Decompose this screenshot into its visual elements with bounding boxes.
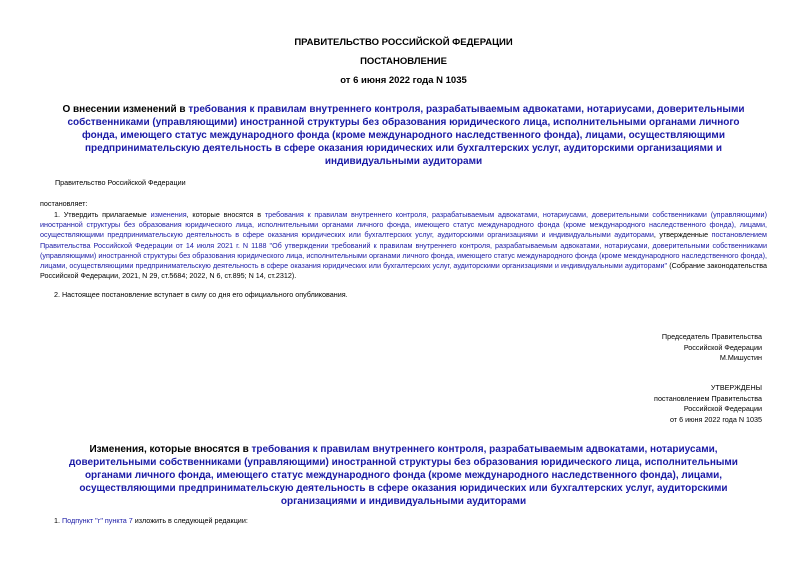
resolution-1188-link[interactable]: постановлением Правительства Российской Федерации от 14 июля 2021 г. N 1188 "Об утверждении требований к правилам внутреннего контроля, разрабатываемым адвокатами, нотариусами, доверительными собственниками (управляющими) иностранной структуры без образования юридического лица, исполнительными органами личного фонда, имеющего статус международного фонда (кроме международного наследственного фонда), лицами, осуществляющими предпринимательскую деятельность в сфере оказания юридических или бухгалтерских услуг, аудиторскими организациями и индивидуальными аудиторами" [40, 230, 767, 271]
item-1-end: (Собрание законодательства Российской Федерации, 2021, N 29, ст.5684; 2022, N 6, ст.895; N 14, ст.2312). [40, 261, 767, 281]
government-heading: ПРАВИТЕЛЬСТВО РОССИЙСКОЙ ФЕДЕРАЦИИ [294, 37, 513, 48]
changes-title-prefix: Изменения, которые вносятся в [89, 444, 252, 455]
document-date-number: от 6 июня 2022 года N 1035 [340, 75, 467, 86]
approved-block [654, 383, 762, 425]
document-title [50, 103, 757, 168]
requirements-link[interactable]: требования к правилам внутреннего контроля, разрабатываемым адвокатами, нотариусами, доверительными собственниками (управляющими) иностранной структуры без образования юридического лица, исполнительными органами личного фонда, имеющего статус международного фонда (кроме международного наследственного фонда), лицами, осуществляющими предпринимательскую деятельность в сфере оказания юридических или бухгалтерских услуг, аудиторскими организациями и индивидуальными аудиторами [40, 210, 767, 240]
change-item-1 [54, 516, 248, 526]
approved-org: Российской Федерации [683, 404, 762, 413]
title-requirements-link[interactable]: требования к правилам внутреннего контроля, разрабатываемым адвокатами, нотариусами, доверительными собственниками (управляющими) иностранной структуры без образования юридического лица, исполнительными органами личного фонда, имеющего статус международного фонда (кроме международного наследственного фонда), лицами, осуществляющими предпринимательскую деятельность в сфере оказания юридических или бухгалтерских услуг, аудиторскими организациями и индивидуальными аудиторами [67, 104, 745, 167]
issuer-text: Правительство Российской Федерации [55, 178, 186, 187]
changes-title-requirements-link[interactable]: требования к правилам внутреннего контроля, разрабатываемым адвокатами, нотариусами, доверительными собственниками (управляющими) иностранной структуры без образования юридического лица, исполнительными органами личного фонда, имеющего статус международного фонда (кроме международного наследственного фонда), лицами, осуществляющими предпринимательскую деятельность в сфере оказания юридических или бухгалтерских услуг, аудиторскими организациями и индивидуальными аудиторами [69, 444, 738, 507]
signature-org: Российской Федерации [683, 342, 762, 352]
item-1-paragraph [40, 210, 767, 281]
signature-position: Председатель Правительства [661, 332, 762, 341]
approved-by: постановлением Правительства [654, 393, 762, 403]
changes-title [50, 443, 757, 508]
signature-name: М.Мишустин [719, 353, 762, 362]
document-type: ПОСТАНОВЛЕНИЕ [360, 56, 447, 67]
changes-link[interactable]: изменения [150, 210, 187, 219]
title-prefix: О внесении изменений в [62, 104, 189, 115]
change-item-number: 1. [54, 516, 62, 525]
approved-label: УТВЕРЖДЕНЫ [710, 383, 762, 392]
approved-date: от 6 июня 2022 года N 1035 [669, 414, 762, 424]
change-item-text: изложить в следующей редакции: [132, 516, 248, 525]
item-1-start: 1. Утвердить прилагаемые [54, 210, 151, 219]
item-2-paragraph: 2. Настоящее постановление вступает в силу со дня его официального опубликования. [54, 290, 348, 299]
signature-block [662, 332, 762, 364]
item-1-approved-text: , утвержденные [653, 230, 712, 240]
subparagraph-g-link[interactable]: Подпункт "г" пункта 7 [62, 516, 133, 525]
decree-word: постановляет: [40, 199, 88, 208]
item-1-mid: , которые вносятся в [186, 210, 265, 219]
